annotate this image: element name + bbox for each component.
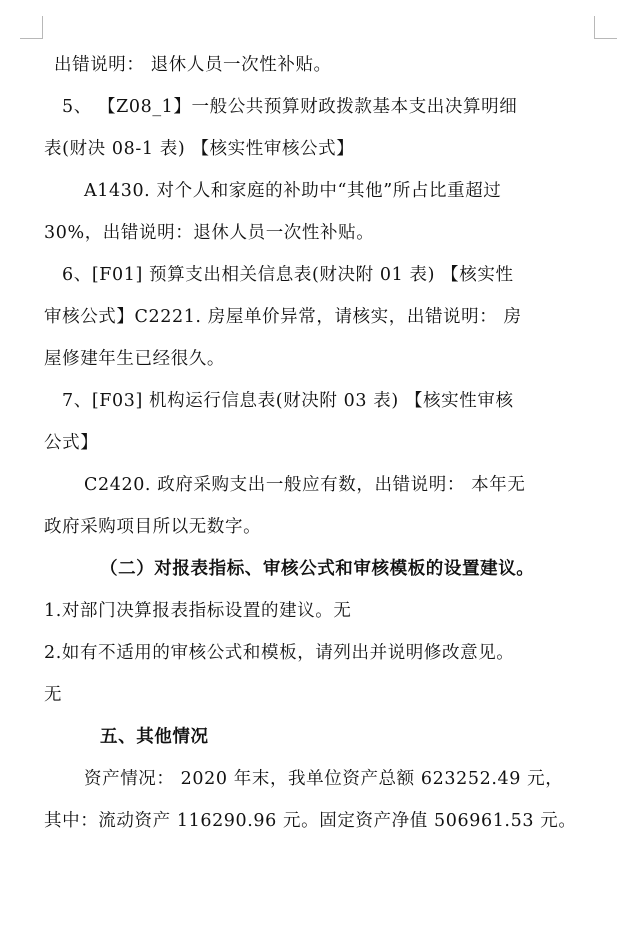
page-corner-mark-right — [594, 16, 617, 39]
list-item-7: 7、[F03] 机构运行信息表(财决附 03 表) 【核实性审核 — [62, 391, 514, 411]
text-line: 其中：流动资产 116290.96 元。固定资产净值 506961.53 元。 — [44, 811, 577, 831]
section-heading: （二）对报表指标、审核公式和审核模板的设置建议。 — [100, 559, 535, 579]
text-line: 表(财决 08-1 表) 【核实性审核公式】 — [44, 139, 355, 159]
text-line: 审核公式】C2221. 房屋单价异常，请核实，出错说明： 房 — [44, 307, 522, 327]
list-item-5: 5、 【Z08_1】一般公共预算财政拨款基本支出决算明细 — [62, 97, 518, 117]
document-body — [44, 44, 596, 842]
text-line: 出错说明： 退休人员一次性补贴。 — [54, 55, 332, 75]
text-line: 2.如有不适用的审核公式和模板，请列出并说明修改意见。 — [44, 643, 515, 663]
text-line: 1.对部门决算报表指标设置的建议。无 — [44, 601, 352, 621]
text-line: A1430. 对个人和家庭的补助中“其他”所占比重超过 — [84, 181, 502, 201]
text-line: 政府采购项目所以无数字。 — [44, 517, 262, 537]
text-line: 屋修建年生已经很久。 — [44, 349, 225, 369]
section-heading: 五、其他情况 — [100, 727, 209, 747]
text-line: 公式】 — [44, 433, 99, 453]
page-corner-mark-left — [20, 16, 43, 39]
text-line: 资产情况： 2020 年末，我单位资产总额 623252.49 元， — [84, 769, 564, 789]
text-line: C2420. 政府采购支出一般应有数，出错说明： 本年无 — [84, 475, 526, 495]
text-line: 无 — [44, 685, 63, 705]
list-item-6: 6、[F01] 预算支出相关信息表(财决附 01 表) 【核实性 — [62, 265, 514, 285]
text-line: 30%，出错说明：退休人员一次性补贴。 — [44, 223, 375, 243]
